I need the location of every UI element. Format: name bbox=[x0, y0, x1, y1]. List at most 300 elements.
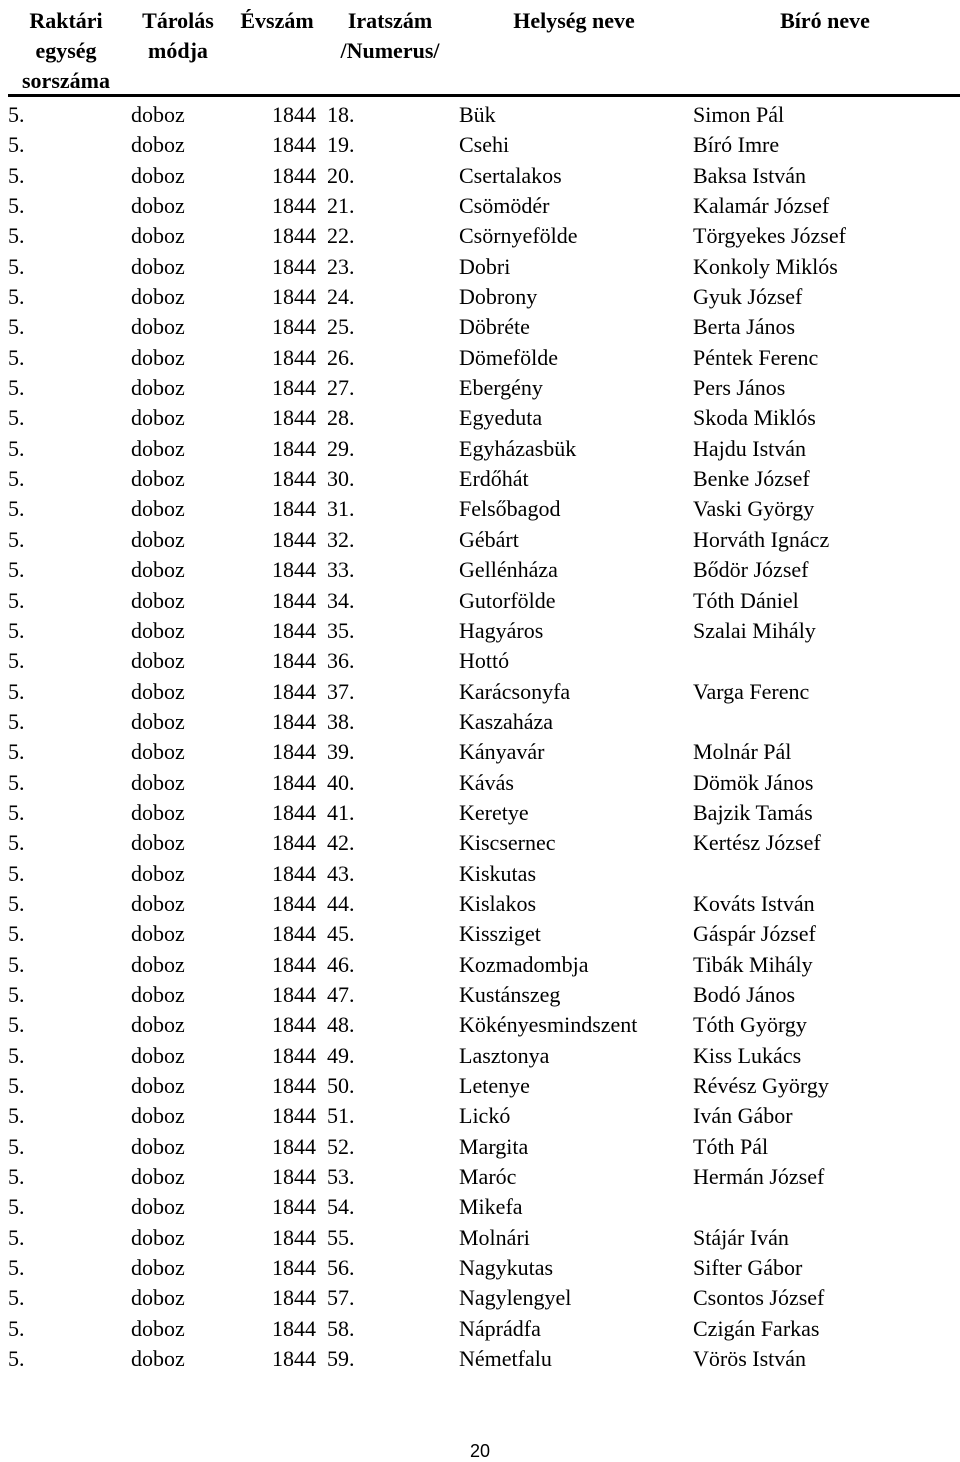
cell-year: 1844 bbox=[272, 617, 316, 643]
cell-num: 31. bbox=[327, 496, 355, 522]
table-row bbox=[0, 1192, 960, 1222]
cell-num: 52. bbox=[327, 1133, 355, 1159]
table-row bbox=[0, 1101, 960, 1131]
cell-unit: 5. bbox=[8, 132, 25, 158]
cell-place: Hottó bbox=[459, 648, 510, 674]
cell-unit: 5. bbox=[8, 1194, 25, 1220]
cell-unit: 5. bbox=[8, 375, 25, 401]
table-row bbox=[0, 100, 960, 130]
cell-place: Nagykutas bbox=[459, 1255, 554, 1281]
cell-unit: 5. bbox=[8, 1133, 25, 1159]
cell-mode: doboz bbox=[131, 1133, 185, 1159]
cell-judge: Dömök János bbox=[693, 769, 814, 795]
cell-mode: doboz bbox=[131, 1346, 185, 1372]
cell-num: 30. bbox=[327, 466, 355, 492]
header-place: Helység neve bbox=[513, 8, 635, 33]
cell-mode: doboz bbox=[131, 132, 185, 158]
table-row bbox=[0, 768, 960, 798]
cell-unit: 5. bbox=[8, 769, 25, 795]
cell-mode: doboz bbox=[131, 1042, 185, 1068]
cell-num: 56. bbox=[327, 1255, 355, 1281]
cell-place: Gébárt bbox=[459, 526, 519, 552]
cell-place: Nagylengyel bbox=[459, 1285, 572, 1311]
cell-place: Döbréte bbox=[459, 314, 530, 340]
cell-place: Hagyáros bbox=[459, 617, 544, 643]
cell-num: 39. bbox=[327, 739, 355, 765]
header-year: Évszám bbox=[240, 8, 314, 33]
cell-mode: doboz bbox=[131, 1255, 185, 1281]
cell-unit: 5. bbox=[8, 102, 25, 127]
cell-num: 43. bbox=[327, 860, 355, 886]
cell-place: Kányavár bbox=[459, 739, 545, 765]
table-row bbox=[0, 312, 960, 342]
cell-place: Margita bbox=[459, 1133, 529, 1159]
cell-mode: doboz bbox=[131, 708, 185, 734]
cell-unit: 5. bbox=[8, 223, 25, 249]
cell-unit: 5. bbox=[8, 1073, 25, 1098]
cell-judge: Törgyekes József bbox=[693, 223, 846, 249]
cell-year: 1844 bbox=[272, 1224, 316, 1250]
cell-mode: doboz bbox=[131, 1103, 185, 1129]
cell-judge: Czigán Farkas bbox=[693, 1315, 820, 1341]
table-row bbox=[0, 1010, 960, 1040]
cell-place: Molnári bbox=[459, 1224, 530, 1250]
cell-mode: doboz bbox=[131, 253, 185, 279]
cell-place: Bük bbox=[459, 102, 496, 127]
header-unit: Raktári egység sorszáma bbox=[22, 8, 110, 93]
cell-year: 1844 bbox=[272, 405, 316, 431]
cell-place: Kozmadombja bbox=[459, 951, 589, 977]
cell-num: 49. bbox=[327, 1042, 355, 1068]
cell-place: Egyházasbük bbox=[459, 435, 577, 461]
table-row bbox=[0, 646, 960, 676]
cell-judge: Bodó János bbox=[693, 981, 796, 1007]
table-header bbox=[0, 0, 960, 96]
cell-mode: doboz bbox=[131, 314, 185, 340]
cell-place: Lasztonya bbox=[459, 1042, 550, 1068]
cell-unit: 5. bbox=[8, 1315, 25, 1341]
cell-year: 1844 bbox=[272, 1133, 316, 1159]
cell-num: 37. bbox=[327, 678, 355, 704]
cell-judge: Konkoly Miklós bbox=[693, 253, 838, 279]
cell-place: Egyeduta bbox=[459, 405, 543, 431]
cell-judge: Révész György bbox=[693, 1073, 829, 1098]
cell-judge: Simon Pál bbox=[693, 102, 785, 127]
cell-year: 1844 bbox=[272, 678, 316, 704]
cell-place: Kislakos bbox=[459, 890, 536, 916]
header-judge: Bíró neve bbox=[780, 8, 870, 33]
table-row bbox=[0, 252, 960, 282]
header-rule bbox=[8, 94, 960, 97]
cell-mode: doboz bbox=[131, 830, 185, 856]
cell-place: Kávás bbox=[459, 769, 514, 795]
cell-unit: 5. bbox=[8, 1164, 25, 1190]
cell-mode: doboz bbox=[131, 799, 185, 825]
cell-num: 47. bbox=[327, 981, 355, 1007]
cell-year: 1844 bbox=[272, 284, 316, 310]
cell-unit: 5. bbox=[8, 921, 25, 947]
table-row bbox=[0, 1223, 960, 1253]
cell-unit: 5. bbox=[8, 708, 25, 734]
cell-num: 18. bbox=[327, 102, 355, 127]
table-row bbox=[0, 282, 960, 312]
cell-num: 54. bbox=[327, 1194, 355, 1220]
table-row bbox=[0, 1041, 960, 1071]
cell-num: 25. bbox=[327, 314, 355, 340]
table-row bbox=[0, 737, 960, 767]
page-number: 20 bbox=[469, 1441, 491, 1461]
cell-place: Mikefa bbox=[459, 1194, 523, 1220]
cell-judge: Benke József bbox=[693, 466, 810, 492]
cell-place: Erdőhát bbox=[459, 466, 529, 492]
table-row bbox=[0, 221, 960, 251]
cell-judge: Bíró Imre bbox=[693, 132, 780, 158]
cell-unit: 5. bbox=[8, 678, 25, 704]
cell-year: 1844 bbox=[272, 769, 316, 795]
cell-unit: 5. bbox=[8, 617, 25, 643]
cell-year: 1844 bbox=[272, 648, 316, 674]
table-row bbox=[0, 403, 960, 433]
cell-place: Kustánszeg bbox=[459, 981, 561, 1007]
cell-unit: 5. bbox=[8, 648, 25, 674]
cell-judge: Bajzik Tamás bbox=[693, 799, 813, 825]
cell-judge: Csontos József bbox=[693, 1285, 825, 1311]
table-row bbox=[0, 525, 960, 555]
cell-judge: Hermán József bbox=[693, 1164, 825, 1190]
cell-place: Felsőbagod bbox=[459, 496, 561, 522]
table-row bbox=[0, 1344, 960, 1374]
cell-mode: doboz bbox=[131, 890, 185, 916]
table-row bbox=[0, 1162, 960, 1192]
cell-num: 40. bbox=[327, 769, 355, 795]
cell-year: 1844 bbox=[272, 1164, 316, 1190]
cell-judge: Kiss Lukács bbox=[693, 1042, 802, 1068]
cell-year: 1844 bbox=[272, 162, 316, 188]
cell-year: 1844 bbox=[272, 132, 316, 158]
table-row bbox=[0, 464, 960, 494]
cell-unit: 5. bbox=[8, 1012, 25, 1038]
cell-num: 21. bbox=[327, 193, 355, 219]
cell-place: Németfalu bbox=[459, 1346, 552, 1372]
table-row bbox=[0, 950, 960, 980]
cell-mode: doboz bbox=[131, 1073, 185, 1098]
cell-place: Dobrony bbox=[459, 284, 538, 310]
cell-unit: 5. bbox=[8, 253, 25, 279]
cell-judge: Bődör József bbox=[693, 557, 809, 583]
cell-unit: 5. bbox=[8, 1346, 25, 1372]
cell-judge: Berta János bbox=[693, 314, 796, 340]
cell-num: 36. bbox=[327, 648, 355, 674]
table-body bbox=[0, 100, 960, 1374]
cell-place: Csertalakos bbox=[459, 162, 562, 188]
table-row bbox=[0, 919, 960, 949]
cell-unit: 5. bbox=[8, 405, 25, 431]
cell-judge: Gyuk József bbox=[693, 284, 803, 310]
cell-mode: doboz bbox=[131, 739, 185, 765]
cell-unit: 5. bbox=[8, 314, 25, 340]
cell-place: Náprádfa bbox=[459, 1315, 541, 1341]
cell-num: 23. bbox=[327, 253, 355, 279]
cell-num: 50. bbox=[327, 1073, 355, 1098]
table-row bbox=[0, 889, 960, 919]
cell-mode: doboz bbox=[131, 1285, 185, 1311]
cell-mode: doboz bbox=[131, 496, 185, 522]
cell-judge: Vaski György bbox=[693, 496, 815, 522]
cell-mode: doboz bbox=[131, 860, 185, 886]
cell-year: 1844 bbox=[272, 1346, 316, 1372]
cell-mode: doboz bbox=[131, 951, 185, 977]
cell-judge: Horváth Ignácz bbox=[693, 526, 830, 552]
cell-place: Keretye bbox=[459, 799, 529, 825]
cell-mode: doboz bbox=[131, 162, 185, 188]
cell-year: 1844 bbox=[272, 1042, 316, 1068]
cell-mode: doboz bbox=[131, 284, 185, 310]
cell-judge: Kertész József bbox=[693, 830, 821, 856]
cell-unit: 5. bbox=[8, 496, 25, 522]
cell-judge: Tóth György bbox=[693, 1012, 807, 1038]
cell-judge: Iván Gábor bbox=[693, 1103, 793, 1129]
cell-unit: 5. bbox=[8, 162, 25, 188]
cell-unit: 5. bbox=[8, 526, 25, 552]
cell-year: 1844 bbox=[272, 223, 316, 249]
cell-unit: 5. bbox=[8, 1103, 25, 1129]
cell-num: 45. bbox=[327, 921, 355, 947]
cell-place: Kissziget bbox=[459, 921, 541, 947]
cell-num: 29. bbox=[327, 435, 355, 461]
cell-place: Gellénháza bbox=[459, 557, 558, 583]
table-row bbox=[0, 859, 960, 889]
cell-place: Gutorfölde bbox=[459, 587, 556, 613]
cell-unit: 5. bbox=[8, 951, 25, 977]
table-row bbox=[0, 1253, 960, 1283]
cell-year: 1844 bbox=[272, 466, 316, 492]
table-row bbox=[0, 130, 960, 160]
cell-unit: 5. bbox=[8, 1224, 25, 1250]
cell-year: 1844 bbox=[272, 708, 316, 734]
cell-year: 1844 bbox=[272, 587, 316, 613]
cell-num: 28. bbox=[327, 405, 355, 431]
cell-year: 1844 bbox=[272, 860, 316, 886]
cell-place: Csömödér bbox=[459, 193, 550, 219]
cell-mode: doboz bbox=[131, 769, 185, 795]
cell-unit: 5. bbox=[8, 435, 25, 461]
cell-place: Csörnyefölde bbox=[459, 223, 578, 249]
cell-num: 19. bbox=[327, 132, 355, 158]
cell-judge: Skoda Miklós bbox=[693, 405, 816, 431]
cell-place: Kaszaháza bbox=[459, 708, 554, 734]
cell-year: 1844 bbox=[272, 1012, 316, 1038]
cell-unit: 5. bbox=[8, 890, 25, 916]
cell-num: 24. bbox=[327, 284, 355, 310]
table-row bbox=[0, 191, 960, 221]
cell-num: 27. bbox=[327, 375, 355, 401]
cell-year: 1844 bbox=[272, 193, 316, 219]
cell-judge: Tóth Dániel bbox=[693, 587, 799, 613]
cell-year: 1844 bbox=[272, 557, 316, 583]
table-row bbox=[0, 586, 960, 616]
table-row bbox=[0, 707, 960, 737]
cell-judge: Tóth Pál bbox=[693, 1133, 769, 1159]
cell-judge: Kalamár József bbox=[693, 193, 830, 219]
cell-mode: doboz bbox=[131, 526, 185, 552]
table-row bbox=[0, 555, 960, 585]
cell-num: 59. bbox=[327, 1346, 355, 1372]
cell-unit: 5. bbox=[8, 799, 25, 825]
header-storage: Tárolás módja bbox=[142, 8, 214, 63]
header-number: Iratszám /Numerus/ bbox=[340, 8, 440, 63]
cell-mode: doboz bbox=[131, 1194, 185, 1220]
cell-year: 1844 bbox=[272, 435, 316, 461]
cell-year: 1844 bbox=[272, 981, 316, 1007]
cell-judge: Stájár Iván bbox=[693, 1224, 789, 1250]
cell-year: 1844 bbox=[272, 375, 316, 401]
table-row bbox=[0, 828, 960, 858]
cell-num: 22. bbox=[327, 223, 355, 249]
cell-year: 1844 bbox=[272, 739, 316, 765]
table-row bbox=[0, 373, 960, 403]
cell-place: Lickó bbox=[459, 1103, 511, 1129]
cell-year: 1844 bbox=[272, 526, 316, 552]
cell-mode: doboz bbox=[131, 435, 185, 461]
cell-judge: Kováts István bbox=[693, 890, 815, 916]
cell-place: Kiscsernec bbox=[459, 830, 556, 856]
cell-year: 1844 bbox=[272, 496, 316, 522]
cell-mode: doboz bbox=[131, 193, 185, 219]
cell-judge: Pers János bbox=[693, 375, 786, 401]
cell-num: 58. bbox=[327, 1315, 355, 1341]
cell-mode: doboz bbox=[131, 1164, 185, 1190]
cell-num: 51. bbox=[327, 1103, 355, 1129]
table-row bbox=[0, 1314, 960, 1344]
cell-mode: doboz bbox=[131, 587, 185, 613]
cell-num: 44. bbox=[327, 890, 355, 916]
cell-unit: 5. bbox=[8, 466, 25, 492]
cell-mode: doboz bbox=[131, 102, 185, 127]
cell-judge: Varga Ferenc bbox=[693, 678, 810, 704]
table-row bbox=[0, 494, 960, 524]
cell-num: 34. bbox=[327, 587, 355, 613]
table-row bbox=[0, 161, 960, 191]
cell-place: Karácsonyfa bbox=[459, 678, 571, 704]
cell-unit: 5. bbox=[8, 587, 25, 613]
cell-unit: 5. bbox=[8, 830, 25, 856]
cell-mode: doboz bbox=[131, 617, 185, 643]
cell-mode: doboz bbox=[131, 648, 185, 674]
cell-mode: doboz bbox=[131, 678, 185, 704]
cell-unit: 5. bbox=[8, 344, 25, 370]
cell-mode: doboz bbox=[131, 1315, 185, 1341]
cell-judge: Baksa István bbox=[693, 162, 807, 188]
cell-mode: doboz bbox=[131, 466, 185, 492]
cell-place: Csehi bbox=[459, 132, 510, 158]
cell-judge: Tibák Mihály bbox=[693, 951, 813, 977]
cell-place: Dobri bbox=[459, 253, 511, 279]
cell-unit: 5. bbox=[8, 1255, 25, 1281]
cell-unit: 5. bbox=[8, 557, 25, 583]
cell-place: Ebergény bbox=[459, 375, 543, 401]
table-row bbox=[0, 798, 960, 828]
cell-unit: 5. bbox=[8, 1042, 25, 1068]
cell-place: Letenye bbox=[459, 1073, 530, 1098]
cell-judge: Péntek Ferenc bbox=[693, 344, 819, 370]
cell-place: Dömefölde bbox=[459, 344, 558, 370]
cell-num: 42. bbox=[327, 830, 355, 856]
cell-unit: 5. bbox=[8, 981, 25, 1007]
cell-num: 57. bbox=[327, 1285, 355, 1311]
cell-mode: doboz bbox=[131, 375, 185, 401]
cell-year: 1844 bbox=[272, 890, 316, 916]
cell-year: 1844 bbox=[272, 344, 316, 370]
cell-unit: 5. bbox=[8, 739, 25, 765]
cell-judge: Vörös István bbox=[693, 1346, 807, 1372]
cell-year: 1844 bbox=[272, 1255, 316, 1281]
cell-year: 1844 bbox=[272, 102, 316, 127]
cell-unit: 5. bbox=[8, 193, 25, 219]
cell-num: 41. bbox=[327, 799, 355, 825]
table-row bbox=[0, 1132, 960, 1162]
cell-mode: doboz bbox=[131, 921, 185, 947]
cell-num: 32. bbox=[327, 526, 355, 552]
cell-judge: Molnár Pál bbox=[693, 739, 792, 765]
table-row bbox=[0, 1283, 960, 1313]
cell-year: 1844 bbox=[272, 314, 316, 340]
cell-judge: Szalai Mihály bbox=[693, 617, 816, 643]
cell-mode: doboz bbox=[131, 1012, 185, 1038]
cell-mode: doboz bbox=[131, 981, 185, 1007]
table-row bbox=[0, 343, 960, 373]
cell-num: 48. bbox=[327, 1012, 355, 1038]
cell-unit: 5. bbox=[8, 284, 25, 310]
table-row bbox=[0, 677, 960, 707]
cell-place: Kökényesmindszent bbox=[459, 1012, 638, 1038]
cell-num: 55. bbox=[327, 1224, 355, 1250]
cell-unit: 5. bbox=[8, 1285, 25, 1311]
cell-unit: 5. bbox=[8, 860, 25, 886]
cell-num: 38. bbox=[327, 708, 355, 734]
cell-place: Maróc bbox=[459, 1164, 517, 1190]
cell-year: 1844 bbox=[272, 830, 316, 856]
cell-year: 1844 bbox=[272, 1194, 316, 1220]
table-row bbox=[0, 1071, 960, 1101]
cell-year: 1844 bbox=[272, 253, 316, 279]
cell-place: Kiskutas bbox=[459, 860, 536, 886]
cell-num: 20. bbox=[327, 162, 355, 188]
cell-num: 35. bbox=[327, 617, 355, 643]
cell-year: 1844 bbox=[272, 921, 316, 947]
cell-num: 46. bbox=[327, 951, 355, 977]
cell-judge: Hajdu István bbox=[693, 435, 807, 461]
cell-num: 26. bbox=[327, 344, 355, 370]
cell-judge: Sifter Gábor bbox=[693, 1255, 803, 1281]
table-row bbox=[0, 616, 960, 646]
cell-year: 1844 bbox=[272, 951, 316, 977]
cell-judge: Gáspár József bbox=[693, 921, 816, 947]
table-row bbox=[0, 980, 960, 1010]
cell-num: 33. bbox=[327, 557, 355, 583]
cell-num: 53. bbox=[327, 1164, 355, 1190]
cell-mode: doboz bbox=[131, 557, 185, 583]
cell-year: 1844 bbox=[272, 1315, 316, 1341]
cell-year: 1844 bbox=[272, 1285, 316, 1311]
cell-year: 1844 bbox=[272, 799, 316, 825]
cell-mode: doboz bbox=[131, 1224, 185, 1250]
table-row bbox=[0, 434, 960, 464]
cell-year: 1844 bbox=[272, 1073, 316, 1098]
cell-year: 1844 bbox=[272, 1103, 316, 1129]
cell-mode: doboz bbox=[131, 223, 185, 249]
cell-mode: doboz bbox=[131, 405, 185, 431]
cell-mode: doboz bbox=[131, 344, 185, 370]
